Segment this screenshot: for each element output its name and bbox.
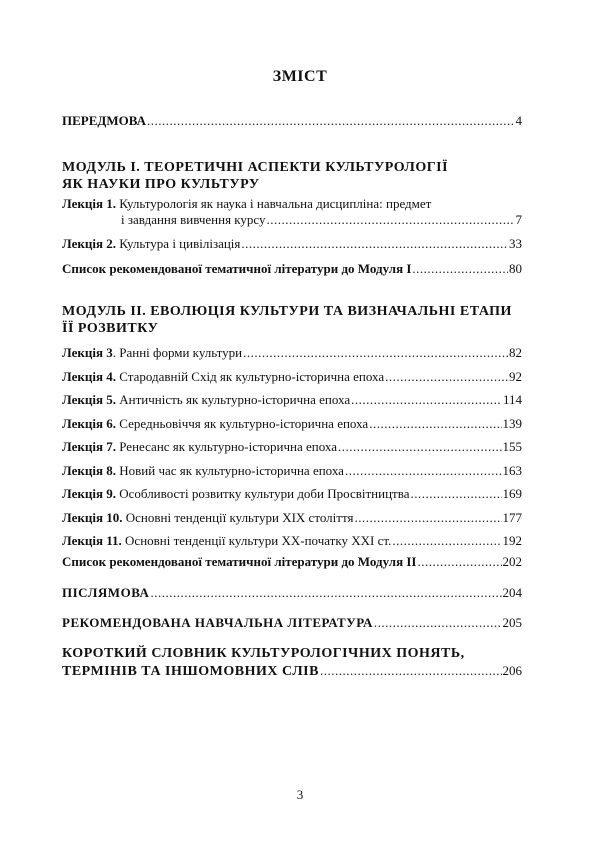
dot-leader <box>354 509 501 526</box>
lecture-row <box>62 509 522 526</box>
lecture-row <box>62 438 522 455</box>
dot-leader <box>351 391 502 408</box>
lecture-num: Лекція 3 <box>62 345 113 360</box>
recommended-label: РЕКОМЕНДОВАНА НАВЧАЛЬНА ЛІТЕРАТУРА <box>62 615 373 630</box>
lecture-1-text-line1: Культурологія як наука і навчальна дисципліна: предмет <box>116 196 432 211</box>
lecture-1-num: Лекція 1. <box>62 196 116 211</box>
lecture-page: 192 <box>502 533 522 548</box>
lecture-page: 92 <box>509 368 522 384</box>
lecture-text: Основні тенденції культури XIX століття <box>122 509 354 525</box>
dot-leader <box>338 438 502 455</box>
preface-page: 4 <box>515 113 522 128</box>
literature-1-label: Список рекомендованої тематичної літератури до Модуля І <box>62 261 412 276</box>
dot-leader <box>320 662 502 679</box>
lecture-row <box>62 344 522 361</box>
toc-recommended <box>62 614 522 631</box>
lecture-row <box>62 368 522 385</box>
module-2-heading-line1: МОДУЛЬ ІІ. ЕВОЛЮЦІЯ КУЛЬТУРИ ТА ВИЗНАЧАЛЬНІ ЕТАПИ <box>62 304 512 319</box>
dot-leader <box>385 368 508 385</box>
literature-2-label: Список рекомендованої тематичної літератури до Модуля ІІ <box>62 554 417 569</box>
page-number: 3 <box>296 787 304 802</box>
dot-leader <box>417 553 501 570</box>
dot-leader <box>345 462 502 479</box>
page-title: ЗМІСТ <box>272 68 328 85</box>
lecture-2-page: 33 <box>509 236 522 251</box>
lecture-page: 177 <box>502 509 522 525</box>
dot-leader <box>241 235 508 252</box>
literature-1-page: 80 <box>509 261 522 276</box>
lecture-num: Лекція 11. <box>62 533 122 548</box>
lecture-row <box>62 462 522 479</box>
lecture-text: Особливості розвитку культури доби Просвітництва <box>116 486 410 501</box>
lecture-1-text-line2: і завдання вивчення курсу <box>121 212 266 227</box>
lecture-text: Основні тенденції культури XX-початку XXI ст. <box>121 533 392 548</box>
glossary-line2: ТЕРМІНІВ ТА ІНШОМОВНИХ СЛІВ <box>62 664 319 679</box>
dot-leader <box>412 260 508 277</box>
toc-module-2 <box>62 303 522 337</box>
preface-label: ПЕРЕДМОВА <box>62 113 146 128</box>
lecture-row <box>62 415 522 432</box>
dot-leader <box>374 614 502 631</box>
lecture-page: 169 <box>502 486 522 501</box>
toc-afterword <box>62 584 522 601</box>
lecture-page: 114 <box>502 392 522 407</box>
lecture-row <box>62 391 522 408</box>
dot-leader <box>392 532 501 549</box>
lecture-page: 155 <box>502 439 522 454</box>
toc-glossary <box>62 645 522 680</box>
dot-leader <box>369 415 501 432</box>
lecture-text: Античність як культурно-історична епоха <box>116 392 351 407</box>
lecture-1-page: 7 <box>515 212 522 227</box>
lecture-text: Середньовіччя як культурно-історична епоха <box>116 415 369 431</box>
lecture-page: 82 <box>509 345 522 360</box>
module-1-heading-line1: МОДУЛЬ І. ТЕОРЕТИЧНІ АСПЕКТИ КУЛЬТУРОЛОГІЇ <box>62 160 449 175</box>
lecture-text: Стародавній Схід як культурно-історична епоха <box>116 368 385 384</box>
lecture-num: Лекція 4. <box>62 368 116 384</box>
lecture-num: Лекція 9. <box>62 486 116 501</box>
toc-lecture-1 <box>62 196 522 228</box>
toc-module-1 <box>62 159 522 193</box>
lecture-num: Лекція 6. <box>62 415 116 431</box>
lecture-page: 163 <box>502 462 522 478</box>
lecture-num: Лекція 8. <box>62 462 116 478</box>
dot-leader <box>243 344 508 361</box>
lecture-row <box>62 532 522 549</box>
recommended-page: 205 <box>502 615 522 630</box>
dot-leader <box>150 584 501 601</box>
lecture-num: Лекція 5. <box>62 392 116 407</box>
afterword-label: ПІСЛЯМОВА <box>62 585 150 600</box>
toc-literature-2 <box>62 553 522 570</box>
dot-leader <box>267 212 515 228</box>
toc-preface <box>62 112 522 129</box>
lecture-row <box>62 485 522 502</box>
lecture-text: Ренесанс як культурно-історична епоха <box>116 439 337 454</box>
module-1-heading-line2: ЯК НАУКИ ПРО КУЛЬТУРУ <box>62 177 260 192</box>
toc-literature-1 <box>62 260 522 277</box>
lecture-2-text: Культура і цивілізація <box>116 236 241 251</box>
dot-leader <box>147 112 515 129</box>
toc-lecture-2 <box>62 235 522 252</box>
lecture-num: Лекція 7. <box>62 439 116 454</box>
lecture-num: Лекція 10. <box>62 509 123 525</box>
glossary-page: 206 <box>502 663 522 678</box>
dot-leader <box>410 485 501 502</box>
lecture-page: 139 <box>502 415 522 431</box>
lecture-text: . Ранні форми культури <box>112 345 243 360</box>
lecture-2-num: Лекція 2. <box>62 236 116 251</box>
glossary-line1: КОРОТКИЙ СЛОВНИК КУЛЬТУРОЛОГІЧНИХ ПОНЯТЬ, <box>62 646 465 661</box>
module-2-heading-line2: ЇЇ РОЗВИТКУ <box>62 321 159 336</box>
lecture-text: Новий час як культурно-історична епоха <box>116 462 344 478</box>
literature-2-page: 202 <box>502 554 522 569</box>
afterword-page: 204 <box>502 585 522 600</box>
toc-module-2-lectures <box>62 344 522 556</box>
